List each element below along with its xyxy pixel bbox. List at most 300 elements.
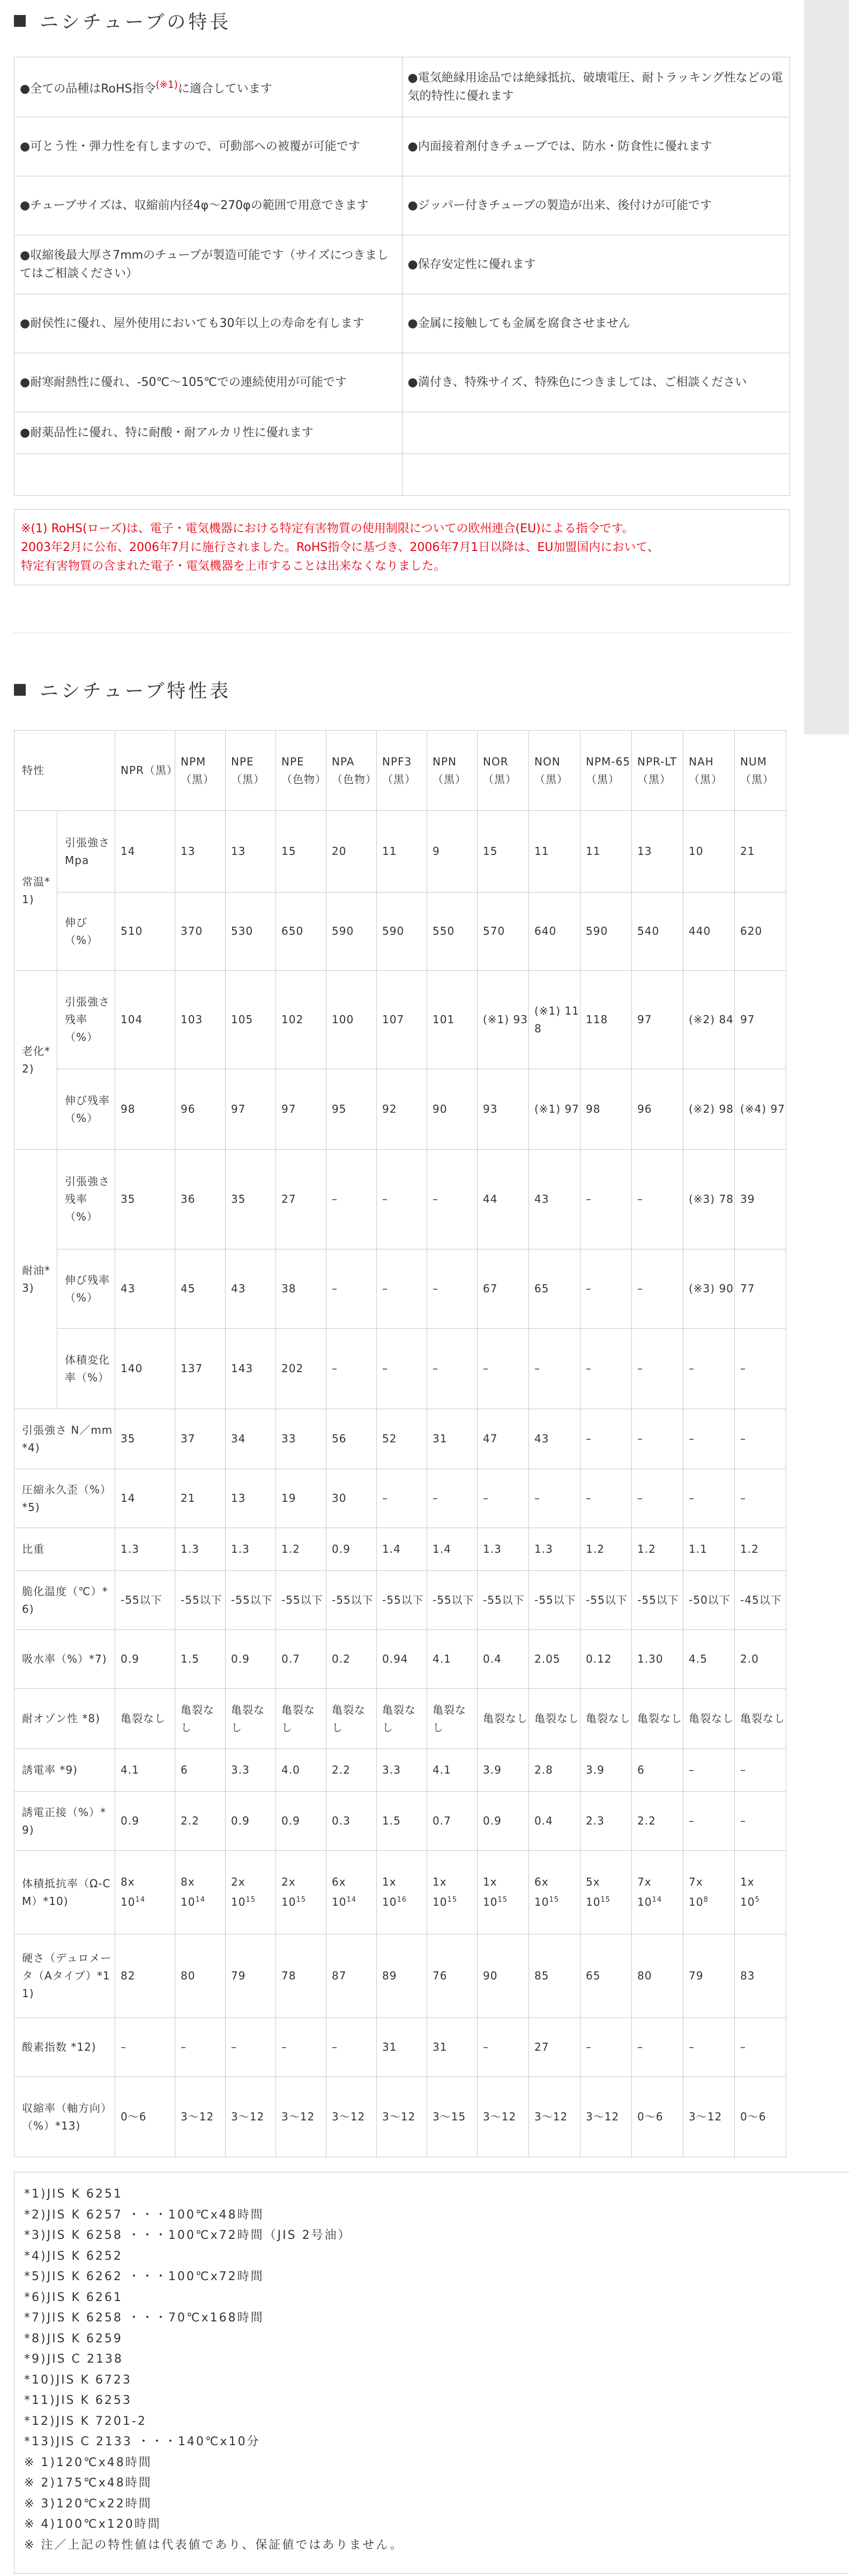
value-cell: 0.94 xyxy=(377,1630,427,1689)
value-cell: -55以下 xyxy=(529,1571,580,1630)
value-cell: – xyxy=(326,1150,377,1249)
value-cell: 34 xyxy=(226,1409,276,1469)
value-cell: – xyxy=(427,1150,478,1249)
value-cell: – xyxy=(529,1329,580,1409)
value-cell: 0.9 xyxy=(276,1792,326,1851)
table-row xyxy=(14,1469,786,1528)
value-cell: 3～12 xyxy=(529,2077,580,2157)
value-cell: 43 xyxy=(115,1249,175,1329)
exponent: 15 xyxy=(245,1896,256,1904)
value-cell: 31 xyxy=(427,1409,478,1469)
value-cell: -55以下 xyxy=(226,1571,276,1630)
value-cell: 87 xyxy=(326,1934,377,2018)
value-cell: 2.8 xyxy=(529,1749,580,1792)
note-line: *10)JIS K 6723 xyxy=(24,2373,132,2387)
value-cell: 亀裂なし xyxy=(735,1689,786,1749)
value-cell: 79 xyxy=(683,1934,735,2018)
value-cell: – xyxy=(632,1329,683,1409)
properties-heading xyxy=(14,676,231,703)
value-cell: 1.2 xyxy=(580,1528,632,1571)
value-cell: -55以下 xyxy=(427,1571,478,1630)
value-cell: – xyxy=(683,1469,735,1528)
row-label: 脆化温度（℃）*6) xyxy=(14,1571,115,1630)
value-cell: 0.4 xyxy=(478,1630,529,1689)
value-cell: 亀裂なし xyxy=(326,1689,377,1749)
table-row xyxy=(14,1409,786,1469)
exponent: 15 xyxy=(296,1896,306,1904)
value-cell: 92 xyxy=(377,1069,427,1150)
exponent: 14 xyxy=(195,1896,205,1904)
value-cell: 0.7 xyxy=(276,1630,326,1689)
value-cell: 1.4 xyxy=(377,1528,427,1571)
value-cell: – xyxy=(326,1249,377,1329)
value-cell: 105 xyxy=(226,971,276,1069)
value-cell xyxy=(529,1851,580,1934)
group-label: 老化*2) xyxy=(14,971,57,1150)
value-cell: 47 xyxy=(478,1409,529,1469)
table-row xyxy=(14,2077,786,2157)
mantissa: 1x xyxy=(740,1875,755,1889)
value-cell: 10 xyxy=(683,811,735,892)
row-label: 体積変化率（%） xyxy=(57,1329,115,1409)
features-heading xyxy=(14,8,231,34)
value-cell: 90 xyxy=(427,1069,478,1150)
feature-cell: ●内面接着剤付きチューブでは、防水・防食性に優れます xyxy=(402,117,790,176)
value-cell: – xyxy=(580,1469,632,1528)
value-cell: 103 xyxy=(175,971,226,1069)
value-cell: 80 xyxy=(175,1934,226,2018)
value-cell: 550 xyxy=(427,892,478,971)
feature-cell xyxy=(14,454,403,496)
value-cell: 35 xyxy=(115,1150,175,1249)
feature-cell xyxy=(402,412,790,454)
value-cell: 97 xyxy=(632,971,683,1069)
group-label: 常温*1) xyxy=(14,811,57,971)
value-cell: 76 xyxy=(427,1934,478,2018)
feature-cell xyxy=(402,454,790,496)
value-cell: 1.2 xyxy=(735,1528,786,1571)
value-cell: 1.2 xyxy=(276,1528,326,1571)
value-cell: -55以下 xyxy=(326,1571,377,1630)
properties-title: ニシチューブ特性表 xyxy=(40,681,232,702)
header-corner: 特性 xyxy=(14,731,115,811)
column-header: NOR（黒） xyxy=(478,731,529,811)
mantissa: 1x xyxy=(382,1875,397,1889)
value-cell: – xyxy=(580,2018,632,2077)
value-cell: – xyxy=(226,2018,276,2077)
value-cell: 亀裂なし xyxy=(529,1689,580,1749)
value-cell: -55以下 xyxy=(580,1571,632,1630)
heading-square-icon xyxy=(14,15,26,27)
column-header: NPA（色物） xyxy=(326,731,377,811)
value-cell: 15 xyxy=(276,811,326,892)
value-cell: 35 xyxy=(115,1409,175,1469)
value-cell: 30 xyxy=(326,1469,377,1528)
value-cell: (※1) 97 xyxy=(529,1069,580,1150)
value-cell: 1.4 xyxy=(427,1528,478,1571)
note-line: *9)JIS C 2138 xyxy=(24,2352,123,2366)
value-cell: 620 xyxy=(735,892,786,971)
value-cell: 6 xyxy=(632,1749,683,1792)
value-cell: 1.1 xyxy=(683,1528,735,1571)
value-cell xyxy=(377,1851,427,1934)
value-cell: – xyxy=(580,1150,632,1249)
feature-cell: ●可とう性・弾力性を有しますので、可動部への被覆が可能です xyxy=(14,117,403,176)
table-row xyxy=(14,1630,786,1689)
mantissa: 5x xyxy=(586,1875,600,1889)
value-cell: 89 xyxy=(377,1934,427,2018)
value-cell: 370 xyxy=(175,892,226,971)
value-cell: 36 xyxy=(175,1150,226,1249)
value-cell: 3～12 xyxy=(276,2077,326,2157)
value-cell: 4.1 xyxy=(115,1749,175,1792)
value-cell: 0～6 xyxy=(115,2077,175,2157)
value-cell: – xyxy=(632,1150,683,1249)
feature-cell: ●満付き、特殊サイズ、特殊色につきましては、ご相談ください xyxy=(402,353,790,412)
value-cell xyxy=(226,1851,276,1934)
table-row xyxy=(14,1792,786,1851)
value-cell xyxy=(115,1851,175,1934)
value-cell: 亀裂なし xyxy=(427,1689,478,1749)
value-cell: 95 xyxy=(326,1069,377,1150)
feature-row xyxy=(14,235,790,294)
value-cell: 0.9 xyxy=(326,1528,377,1571)
value-cell: – xyxy=(580,1409,632,1469)
value-cell: – xyxy=(276,2018,326,2077)
feature-cell: ●電気絶縁用途品では絶縁抵抗、破壊電圧、耐トラッキング性などの電気的特性に優れます xyxy=(402,57,790,117)
value-cell: 107 xyxy=(377,971,427,1069)
value-cell: 570 xyxy=(478,892,529,971)
value-cell: 1.3 xyxy=(175,1528,226,1571)
row-label: 吸水率（%）*7) xyxy=(14,1630,115,1689)
value-cell: 98 xyxy=(115,1069,175,1150)
value-cell: 1.3 xyxy=(529,1528,580,1571)
value-cell: 52 xyxy=(377,1409,427,1469)
feature-cell: ●チューブサイズは、収縮前内径4φ～270φの範囲で用意できます xyxy=(14,176,403,235)
column-header: NPR（黒） xyxy=(115,731,175,811)
value-cell: 3～12 xyxy=(326,2077,377,2157)
row-label: 引張強さMpa xyxy=(57,811,115,892)
value-cell: 15 xyxy=(478,811,529,892)
table-row xyxy=(14,811,786,892)
value-cell: 65 xyxy=(580,1934,632,2018)
value-cell: 3～12 xyxy=(226,2077,276,2157)
value-cell: 13 xyxy=(632,811,683,892)
value-cell: – xyxy=(427,1329,478,1409)
table-row xyxy=(14,1528,786,1571)
table-row xyxy=(14,1851,786,1934)
value-cell: 11 xyxy=(377,811,427,892)
exponent: 14 xyxy=(652,1896,662,1904)
value-cell: 4.5 xyxy=(683,1630,735,1689)
value-cell: – xyxy=(735,1329,786,1409)
value-cell: 27 xyxy=(276,1150,326,1249)
value-cell: 1.2 xyxy=(632,1528,683,1571)
value-cell: 1.3 xyxy=(115,1528,175,1571)
value-cell: 67 xyxy=(478,1249,529,1329)
value-cell: 590 xyxy=(580,892,632,971)
value-cell: 2.0 xyxy=(735,1630,786,1689)
value-cell: -55以下 xyxy=(632,1571,683,1630)
value-cell: 96 xyxy=(175,1069,226,1150)
note-line: ※ 3)120℃x22時間 xyxy=(24,2497,152,2511)
table-row xyxy=(14,1150,786,1249)
value-cell: 97 xyxy=(276,1069,326,1150)
value-cell: 亀裂なし xyxy=(683,1689,735,1749)
value-cell: – xyxy=(377,1329,427,1409)
value-cell xyxy=(175,1851,226,1934)
value-cell: 80 xyxy=(632,1934,683,2018)
value-cell: 1.3 xyxy=(478,1528,529,1571)
features-title: ニシチューブの特長 xyxy=(40,12,232,33)
feature-text: に適合しています xyxy=(177,82,272,96)
row-label: 誘電正接（%）*9) xyxy=(14,1792,115,1851)
column-header: NAH（黒） xyxy=(683,731,735,811)
row-label: 収縮率（軸方向）（%）*13) xyxy=(14,2077,115,2157)
value-cell: 3～12 xyxy=(580,2077,632,2157)
feature-row xyxy=(14,353,790,412)
value-cell: -55以下 xyxy=(276,1571,326,1630)
feature-cell: ●収縮後最大厚さ7mmのチューブが製造可能です（サイズにつきましてはご相談ください） xyxy=(14,235,403,294)
value-cell: -50以下 xyxy=(683,1571,735,1630)
value-cell: 2.2 xyxy=(632,1792,683,1851)
value-cell: 4.0 xyxy=(276,1749,326,1792)
base: 10 xyxy=(181,1895,196,1909)
column-header: NPM（黒） xyxy=(175,731,226,811)
exponent-line xyxy=(483,1891,528,1911)
note-line: ※ 1)120℃x48時間 xyxy=(24,2455,152,2469)
note-line: *5)JIS K 6262 ・・・100℃x72時間 xyxy=(24,2270,264,2283)
column-header: NPN（黒） xyxy=(427,731,478,811)
value-cell: (※3) 78 xyxy=(683,1150,735,1249)
feature-cell: ●金属に接触しても金属を腐食させません xyxy=(402,294,790,353)
value-cell xyxy=(632,1851,683,1934)
note-line: *7)JIS K 6258 ・・・70℃x168時間 xyxy=(24,2311,264,2325)
feature-cell: ●耐寒耐熱性に優れ、-50℃～105℃での連続使用が可能です xyxy=(14,353,403,412)
note-line: *11)JIS K 6253 xyxy=(24,2394,132,2407)
column-header: NON（黒） xyxy=(529,731,580,811)
exponent-line xyxy=(281,1891,326,1911)
value-cell: – xyxy=(632,2018,683,2077)
value-cell: 9 xyxy=(427,811,478,892)
value-cell: (※2) 98 xyxy=(683,1069,735,1150)
heading-square-icon xyxy=(14,684,26,696)
column-header: NPE（色物） xyxy=(276,731,326,811)
value-cell: 2.2 xyxy=(175,1792,226,1851)
value-cell: 78 xyxy=(276,1934,326,2018)
value-cell: 3.3 xyxy=(226,1749,276,1792)
mantissa: 1x xyxy=(433,1875,447,1889)
value-cell: 530 xyxy=(226,892,276,971)
value-cell: 440 xyxy=(683,892,735,971)
note-line: *2)JIS K 6257 ・・・100℃x48時間 xyxy=(24,2208,264,2222)
value-cell: 38 xyxy=(276,1249,326,1329)
value-cell: 79 xyxy=(226,1934,276,2018)
value-cell: 3～12 xyxy=(377,2077,427,2157)
row-label: 引張強さ残率（%） xyxy=(57,1150,115,1249)
value-cell: 93 xyxy=(478,1069,529,1150)
value-cell: 亀裂なし xyxy=(175,1689,226,1749)
note-line: ※ 4)100℃x120時間 xyxy=(24,2518,161,2531)
base: 10 xyxy=(121,1895,136,1909)
value-cell: (※1) 118 xyxy=(529,971,580,1069)
value-cell: 97 xyxy=(226,1069,276,1150)
value-cell: – xyxy=(115,2018,175,2077)
value-cell: 0.9 xyxy=(226,1630,276,1689)
value-cell: 85 xyxy=(529,1934,580,2018)
value-cell: 0.9 xyxy=(115,1630,175,1689)
value-cell: 13 xyxy=(175,811,226,892)
value-cell: 104 xyxy=(115,971,175,1069)
value-cell: 35 xyxy=(226,1150,276,1249)
value-cell: 56 xyxy=(326,1409,377,1469)
value-cell: 39 xyxy=(735,1150,786,1249)
note-line: *13)JIS C 2133 ・・・140℃x10分 xyxy=(24,2435,260,2448)
value-cell: 90 xyxy=(478,1934,529,2018)
mantissa: 8x xyxy=(121,1875,135,1889)
value-cell: 43 xyxy=(529,1409,580,1469)
value-cell: 31 xyxy=(377,2018,427,2077)
table-row xyxy=(14,892,786,971)
exponent: 15 xyxy=(497,1896,508,1904)
mantissa: 6x xyxy=(332,1875,346,1889)
row-label: 伸び残率（%） xyxy=(57,1069,115,1150)
group-label: 耐油*3) xyxy=(14,1150,57,1409)
value-cell: 1.5 xyxy=(175,1630,226,1689)
value-cell: – xyxy=(326,2018,377,2077)
value-cell: 3.9 xyxy=(478,1749,529,1792)
value-cell: -55以下 xyxy=(115,1571,175,1630)
table-row xyxy=(14,1329,786,1409)
value-cell: 19 xyxy=(276,1469,326,1528)
value-cell: 3～12 xyxy=(478,2077,529,2157)
note-line: *8)JIS K 6259 xyxy=(24,2332,123,2346)
note-line: ※ 2)175℃x48時間 xyxy=(24,2476,152,2490)
exponent: 14 xyxy=(346,1896,356,1904)
value-cell: 0.3 xyxy=(326,1792,377,1851)
row-label: 比重 xyxy=(14,1528,115,1571)
value-cell: 21 xyxy=(735,811,786,892)
value-cell: 1.3 xyxy=(226,1528,276,1571)
value-cell: – xyxy=(478,1469,529,1528)
value-cell: 44 xyxy=(478,1150,529,1249)
value-cell xyxy=(326,1851,377,1934)
exponent-line xyxy=(121,1891,175,1911)
table-row xyxy=(14,1749,786,1792)
exponent-line xyxy=(231,1891,275,1911)
base: 10 xyxy=(433,1895,448,1909)
mantissa: 1x xyxy=(483,1875,497,1889)
feature-cell xyxy=(14,57,403,117)
exponent: 5 xyxy=(755,1896,760,1904)
feature-row xyxy=(14,454,790,496)
value-cell: – xyxy=(735,1469,786,1528)
table-row xyxy=(14,1571,786,1630)
column-header: NPR-LT（黒） xyxy=(632,731,683,811)
exponent: 14 xyxy=(135,1896,145,1904)
row-label: 引張強さ残率（%） xyxy=(57,971,115,1069)
value-cell: – xyxy=(377,1249,427,1329)
value-cell: – xyxy=(529,1469,580,1528)
feature-cell: ●耐侯性に優れ、屋外使用においても30年以上の寿命を有します xyxy=(14,294,403,353)
column-header: NPM-65（黒） xyxy=(580,731,632,811)
value-cell: 33 xyxy=(276,1409,326,1469)
value-cell: 640 xyxy=(529,892,580,971)
table-row xyxy=(14,1069,786,1150)
value-cell: 83 xyxy=(735,1934,786,2018)
note-line: *3)JIS K 6258 ・・・100℃x72時間（JIS 2号油） xyxy=(24,2229,352,2242)
row-label: 酸素指数 *12) xyxy=(14,2018,115,2077)
row-label: 伸び（%） xyxy=(57,892,115,971)
exponent-line xyxy=(181,1891,225,1911)
value-cell: 118 xyxy=(580,971,632,1069)
value-cell: – xyxy=(478,1329,529,1409)
value-cell: – xyxy=(377,1150,427,1249)
base: 10 xyxy=(231,1895,246,1909)
value-cell: 0.4 xyxy=(529,1792,580,1851)
row-label: 誘電率 *9) xyxy=(14,1749,115,1792)
value-cell xyxy=(427,1851,478,1934)
value-cell: 202 xyxy=(276,1329,326,1409)
exponent-line xyxy=(637,1891,683,1911)
value-cell: 亀裂なし xyxy=(580,1689,632,1749)
value-cell: – xyxy=(580,1329,632,1409)
value-cell: – xyxy=(683,1749,735,1792)
test-method-notes xyxy=(14,2172,849,2574)
value-cell: 96 xyxy=(632,1069,683,1150)
value-cell: -45以下 xyxy=(735,1571,786,1630)
value-cell: 3～15 xyxy=(427,2077,478,2157)
feature-row xyxy=(14,176,790,235)
table-row xyxy=(14,1249,786,1329)
value-cell: 3～12 xyxy=(683,2077,735,2157)
value-cell: 11 xyxy=(529,811,580,892)
feature-cell: ●耐薬品性に優れ、特に耐酸・耐アルカリ性に優れます xyxy=(14,412,403,454)
value-cell: 0.9 xyxy=(226,1792,276,1851)
value-cell: 14 xyxy=(115,811,175,892)
column-header: NPE（黒） xyxy=(226,731,276,811)
value-cell: – xyxy=(632,1469,683,1528)
mantissa: 2x xyxy=(231,1875,245,1889)
note-line: *12)JIS K 7201-2 xyxy=(24,2414,147,2428)
value-cell: 0.2 xyxy=(326,1630,377,1689)
table-row xyxy=(14,1934,786,2018)
value-cell: – xyxy=(326,1329,377,1409)
row-label: 圧縮永久歪（%）*5) xyxy=(14,1469,115,1528)
base: 10 xyxy=(586,1895,601,1909)
exponent: 8 xyxy=(703,1896,709,1904)
value-cell: 14 xyxy=(115,1469,175,1528)
value-cell: 2.2 xyxy=(326,1749,377,1792)
value-cell: -55以下 xyxy=(478,1571,529,1630)
value-cell: – xyxy=(735,1749,786,1792)
value-cell: – xyxy=(683,1409,735,1469)
value-cell: 97 xyxy=(735,971,786,1069)
value-cell: 27 xyxy=(529,2018,580,2077)
value-cell: 98 xyxy=(580,1069,632,1150)
rohs-footnote-mark: (※1) xyxy=(155,79,178,91)
base: 10 xyxy=(483,1895,498,1909)
value-cell xyxy=(735,1851,786,1934)
value-cell: -55以下 xyxy=(175,1571,226,1630)
note-line: *6)JIS K 6261 xyxy=(24,2290,123,2304)
value-cell: – xyxy=(478,2018,529,2077)
value-cell: -55以下 xyxy=(377,1571,427,1630)
value-cell: – xyxy=(175,2018,226,2077)
value-cell: 82 xyxy=(115,1934,175,2018)
feature-text: ●全ての品種はRoHS指令 xyxy=(20,82,156,96)
value-cell: 4.1 xyxy=(427,1630,478,1689)
